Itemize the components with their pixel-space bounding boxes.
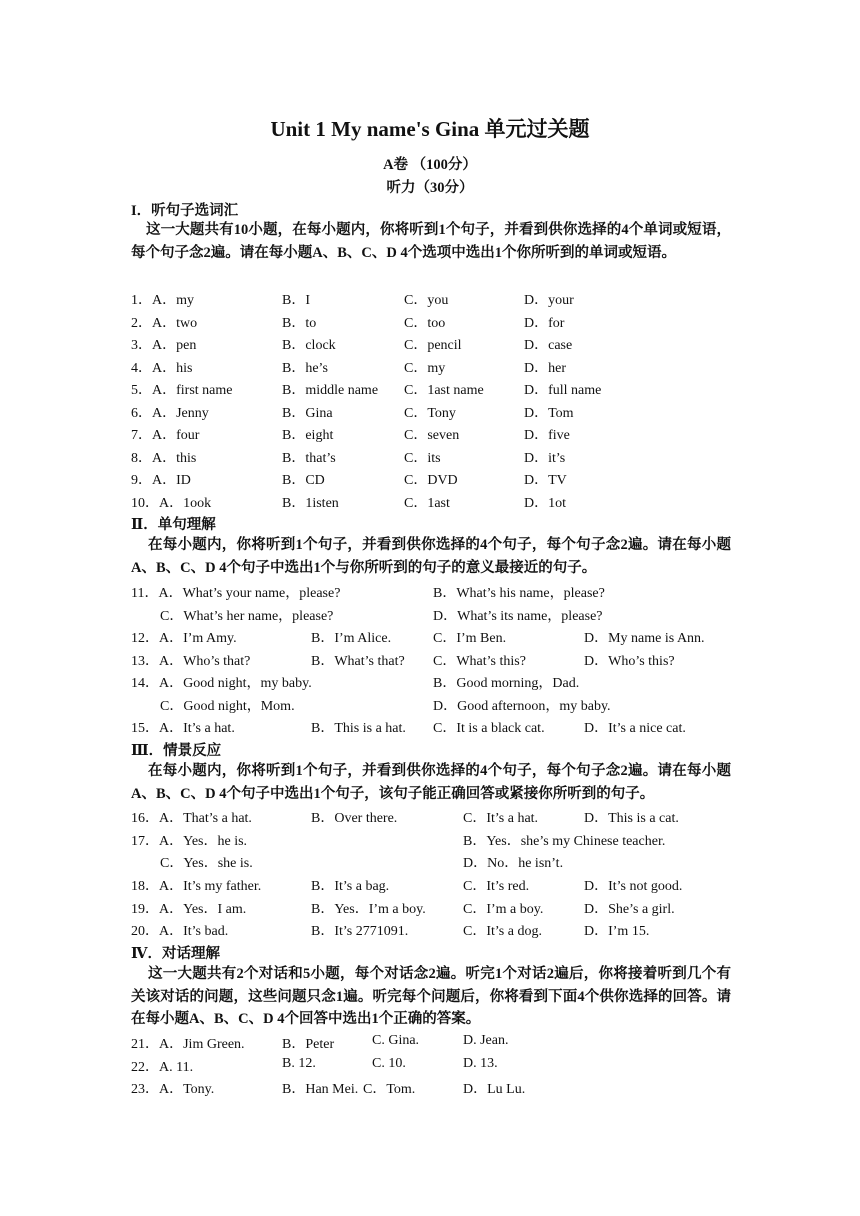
option-d: D．Good afternoon，my baby. xyxy=(433,699,611,714)
option-c: C．What’s this? xyxy=(433,654,526,669)
option-a: 3．A．pen xyxy=(131,338,197,353)
option-a: 6．A．Jenny xyxy=(131,406,209,421)
question-row xyxy=(131,424,751,444)
option-c: C．Yes．she is. xyxy=(160,856,253,871)
option-d: D．for xyxy=(524,316,565,331)
page-title: Unit 1 My name's Gina 单元过关题 xyxy=(270,117,590,141)
option-a: 21．A．Jim Green. xyxy=(131,1037,245,1052)
question-row xyxy=(131,357,751,377)
option-d: D．No．he isn’t. xyxy=(463,856,564,871)
option-b: B．Peter xyxy=(282,1037,335,1052)
option-b: B．that’s xyxy=(282,451,336,466)
part-instruction: 在每小题内，你将听到1个句子，并看到供你选择的4个句子，每个句子念2遍。请在每小题A、B、C、D 4个句子中选出1个句子，该句子能正确回答或紧接你所听到的句子。 xyxy=(131,763,731,802)
option-d: D．your xyxy=(524,293,574,308)
section-label: 听力（30分） xyxy=(386,180,474,196)
option-c: C．It’s a hat. xyxy=(463,811,539,826)
option-c: C．too xyxy=(404,316,446,331)
option-a: 23．A．Tony. xyxy=(131,1082,215,1097)
question-row xyxy=(131,672,751,692)
paper-label: A卷 （100分） xyxy=(383,157,477,173)
question-row xyxy=(131,1078,751,1098)
option-c: C．seven xyxy=(404,428,460,443)
option-c: C．What’s her name，please? xyxy=(160,609,334,624)
option-b: B. 12. xyxy=(282,1056,316,1071)
option-a: 16．A．That’s a hat. xyxy=(131,811,252,826)
option-c: C．1ast xyxy=(404,496,450,511)
option-c: C．It is a black cat. xyxy=(433,721,545,736)
part-instruction: 这一大题共有10小题，在每小题内，你将听到1个句子，并看到供你选择的4个单词或短语，每个句子念2遍。请在每小题A、B、C、D 4个选项中选出1个你所听到的单词或短语。 xyxy=(131,222,731,261)
question-row xyxy=(131,605,751,625)
option-a: 2．A．two xyxy=(131,316,198,331)
option-b: B．This is a hat. xyxy=(311,721,406,736)
option-d: D．Tom xyxy=(524,406,574,421)
question-row xyxy=(131,312,751,332)
question-row xyxy=(131,492,751,512)
option-a: 1．A．my xyxy=(131,293,194,308)
option-c: C. 10. xyxy=(372,1056,406,1071)
option-c: C．you xyxy=(404,293,449,308)
option-d: D．She’s a girl. xyxy=(584,902,675,917)
question-row xyxy=(131,807,751,827)
option-a: 4．A．his xyxy=(131,361,193,376)
question-row xyxy=(131,334,751,354)
option-c: C. Gina. xyxy=(372,1033,420,1048)
option-c: C．It’s red. xyxy=(463,879,530,894)
option-b: B．to xyxy=(282,316,317,331)
option-a: 10．A．1ook xyxy=(131,496,212,511)
option-a: 12．A．I’m Amy. xyxy=(131,631,237,646)
option-d: D. Jean. xyxy=(463,1033,509,1048)
option-c: C．Tony xyxy=(404,406,456,421)
option-d: D．Lu Lu. xyxy=(463,1082,526,1097)
option-d: D．1ot xyxy=(524,496,566,511)
option-c: C．my xyxy=(404,361,446,376)
option-b: B．What’s that? xyxy=(311,654,405,669)
part-heading: Ⅱ．单句理解 xyxy=(131,517,216,533)
part-instruction: 在每小题内，你将听到1个句子，并看到供你选择的4个句子，每个句子念2遍。请在每小题A、B、C、D 4个句子中选出1个与你所听到的句子的意义最接近的句子。 xyxy=(131,537,731,576)
option-c: C．Tom. xyxy=(363,1082,416,1097)
option-d: D．TV xyxy=(524,473,567,488)
option-a: 7．A．four xyxy=(131,428,200,443)
option-a: 22．A. 11. xyxy=(131,1060,194,1075)
question-row xyxy=(131,627,751,647)
question-row xyxy=(131,379,751,399)
option-a: 20．A．It’s bad. xyxy=(131,924,229,939)
option-d: D．This is a cat. xyxy=(584,811,679,826)
option-a: 14．A．Good night，my baby. xyxy=(131,676,312,691)
option-c: C．I’m Ben. xyxy=(433,631,507,646)
option-b: B．Han Mei. xyxy=(282,1082,359,1097)
option-b: B．It’s 2771091. xyxy=(311,924,409,939)
option-b: B．he’s xyxy=(282,361,328,376)
question-row xyxy=(131,852,751,872)
question-row xyxy=(131,650,751,670)
option-b: B．Over there. xyxy=(311,811,398,826)
part-heading: Ⅲ．情景反应 xyxy=(131,743,222,759)
option-d: D. 13. xyxy=(463,1056,498,1071)
option-d: D．five xyxy=(524,428,570,443)
option-a: 5．A．first name xyxy=(131,383,233,398)
option-b: B．Yes．I’m a boy. xyxy=(311,902,426,917)
question-row xyxy=(131,402,751,422)
part-instruction: 这一大题共有2个对话和5小题，每个对话念2遍。听完1个对话2遍后，你将接着听到几个有关该对话的问题，这些问题只念1遍。听完每个问题后，你将看到下面4个供你选择的回答。请在每小题A、B、C、D 4个回答中选出1个正确的答案。 xyxy=(131,966,731,1028)
option-a: 8．A．this xyxy=(131,451,197,466)
question-row xyxy=(131,695,751,715)
question-row xyxy=(131,289,751,309)
option-d: D．case xyxy=(524,338,573,353)
option-d: D．It’s a nice cat. xyxy=(584,721,686,736)
option-b: B．I xyxy=(282,293,310,308)
question-row xyxy=(131,875,751,895)
question-row xyxy=(131,1033,751,1053)
option-b: B．I’m Alice. xyxy=(311,631,392,646)
option-a: 19．A．Yes．I am. xyxy=(131,902,247,917)
part-heading: I．听句子选词汇 xyxy=(131,203,239,219)
option-b: B．Gina xyxy=(282,406,333,421)
option-d: D．It’s not good. xyxy=(584,879,683,894)
option-d: D．full name xyxy=(524,383,602,398)
option-c: C．1ast name xyxy=(404,383,484,398)
option-a: 13．A．Who’s that? xyxy=(131,654,251,669)
question-row xyxy=(131,920,751,940)
question-row xyxy=(131,469,751,489)
option-a: 18．A．It’s my father. xyxy=(131,879,262,894)
question-row xyxy=(131,1056,751,1076)
option-a: 15．A．It’s a hat. xyxy=(131,721,235,736)
option-d: D．I’m 15. xyxy=(584,924,650,939)
option-d: D．Who’s this? xyxy=(584,654,675,669)
option-a: 9．A．ID xyxy=(131,473,191,488)
option-b: B．clock xyxy=(282,338,336,353)
option-b: B．It’s a bag. xyxy=(311,879,390,894)
option-b: B．Yes．she’s my Chinese teacher. xyxy=(463,834,666,849)
option-c: C．I’m a boy. xyxy=(463,902,544,917)
question-row xyxy=(131,717,751,737)
option-d: D．What’s its name，please? xyxy=(433,609,603,624)
question-row xyxy=(131,898,751,918)
option-b: B．1isten xyxy=(282,496,339,511)
option-b: B．eight xyxy=(282,428,334,443)
option-b: B．Good morning，Dad. xyxy=(433,676,580,691)
option-a: 17．A．Yes．he is. xyxy=(131,834,248,849)
question-row xyxy=(131,582,751,602)
option-c: C．It’s a dog. xyxy=(463,924,542,939)
option-d: D．My name is Ann. xyxy=(584,631,705,646)
option-a: 11．A．What’s your name，please? xyxy=(131,586,341,601)
option-b: B．What’s his name，please? xyxy=(433,586,605,601)
option-c: C．DVD xyxy=(404,473,458,488)
option-b: B．middle name xyxy=(282,383,379,398)
option-c: C．pencil xyxy=(404,338,462,353)
option-c: C．Good night，Mom. xyxy=(160,699,295,714)
part-heading: Ⅳ．对话理解 xyxy=(131,946,220,962)
option-c: C．its xyxy=(404,451,441,466)
option-d: D．it’s xyxy=(524,451,566,466)
option-d: D．her xyxy=(524,361,566,376)
question-row xyxy=(131,447,751,467)
question-row xyxy=(131,830,751,850)
option-b: B．CD xyxy=(282,473,325,488)
